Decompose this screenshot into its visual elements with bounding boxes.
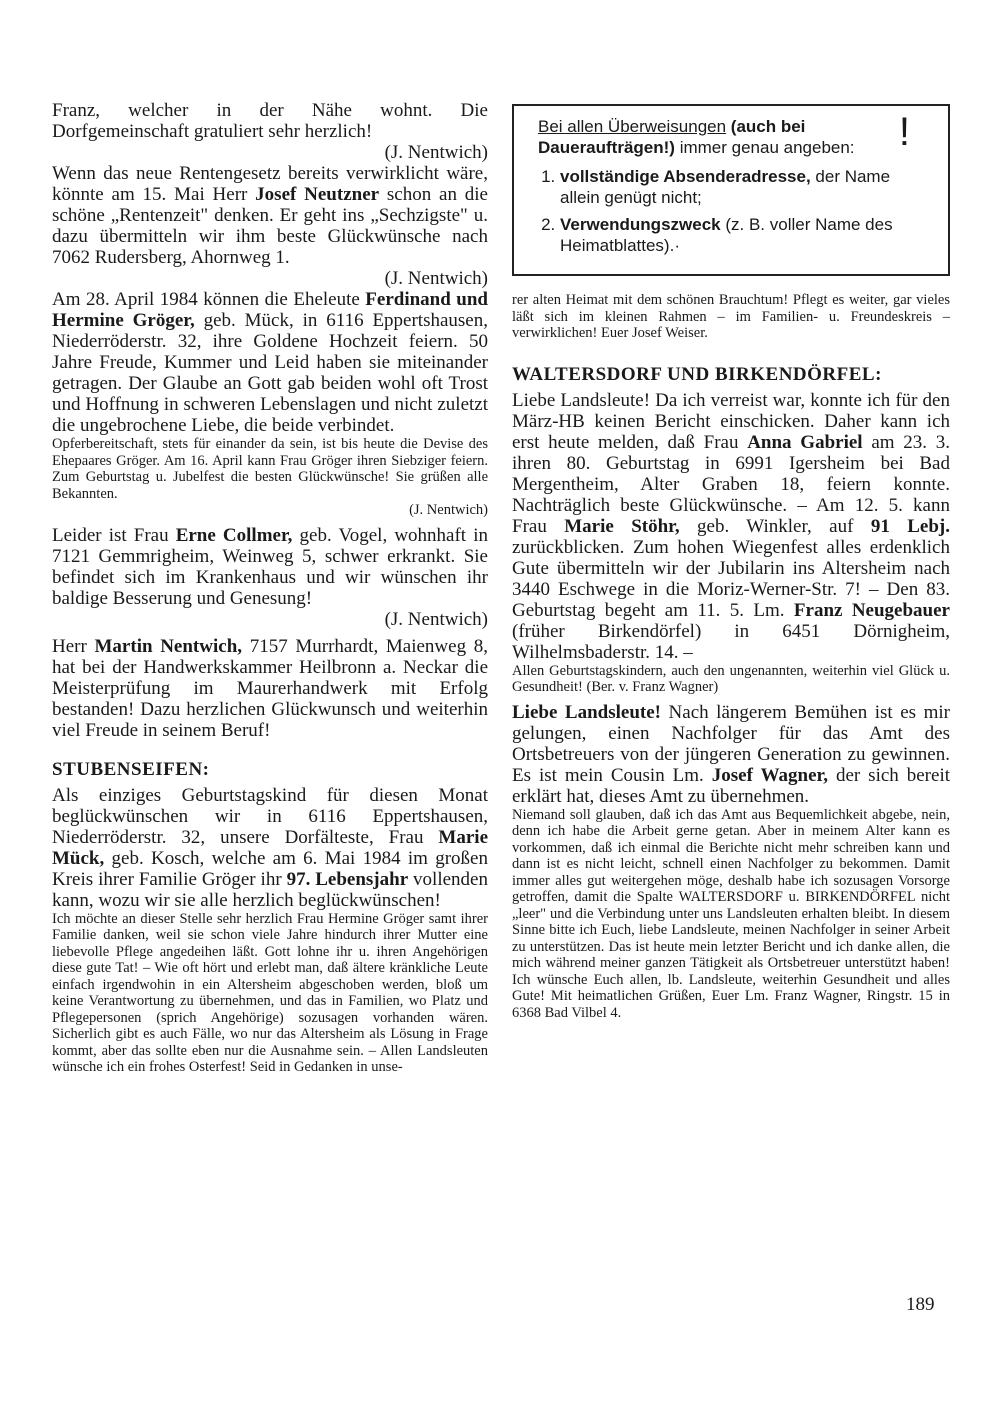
notice-list bbox=[538, 166, 934, 256]
article-nentwich: Herr Martin Nentwich, 7157 Murrhardt, Maienweg 8, hat bei der Handwerkskammer Heilbronn a. Neckar die Meisterprüfung im Maurerhandwerk mit Erfolg bestanden! Dazu herzlichen Glückwunsch und weiterhin viel Freude in seinem Beruf! bbox=[52, 635, 489, 741]
person-name: Marie Stöhr, bbox=[564, 515, 680, 537]
notice-intro: Bei allen Überweisungen (auch bei Daueraufträgen!) immer genau angeben: bbox=[538, 117, 855, 157]
person-name: Anna Gabriel bbox=[747, 431, 863, 453]
article-mueck: Als einziges Geburtstagskind für diesen Monat beglückwünschen wir in 6116 Eppertshausen, Niederröderstr. 32, unsere Dorfälteste, Frau Marie Mück, geb. Kosch, welche am 6. Mai 1984 im großen Kreis ihrer Familie Gröger ihr 97. Lebensjahr vollenden kann, wozu wir sie alle herzlich beglückwünschen! bbox=[52, 784, 488, 911]
person-name: Franz Neugebauer bbox=[793, 599, 950, 621]
notice-item: 2. Verwendungszweck (z. B. voller Name des Heimatblattes).· bbox=[560, 214, 934, 256]
article-waltersdorf-small: Allen Geburtstagskindern, auch den ungenannten, weiterhin viel Glück u. Gesundheit! (Ber. v. Franz Wagner) bbox=[512, 662, 950, 695]
person-name: Ferdinand und Hermine Gröger, bbox=[52, 289, 488, 331]
article-collmer: Leider ist Frau Erne Collmer, geb. Vogel, wohnhaft in 7121 Gemmrigheim, Weinweg 5, schwer erkrankt. Sie befindet sich im Krankenhaus und wir wünschen ihr baldige Besserung und Genesung! (J. Nentwich) bbox=[52, 524, 488, 630]
exclamation-mark: ! bbox=[898, 110, 910, 154]
article-waltersdorf-birthdays: Liebe Landsleute! Da ich verreist war, konnte ich für den März-HB keinen Bericht einschicken. Daher kann ich erst heute melden, daß Frau Anna Gabriel am 23. 3. ihren 80. Geburtstag in 6991 Igersheim bei Bad Mergentheim, Alter Graben 18, feiern konnte. Nachträglich beste Glückwünsche. – Am 12. 5. kann Frau Marie Stöhr, geb. Winkler, auf 91 Lebj. zurückblicken. Zum hohen Wiegenfest alles erdenklich Gute übermitteln wir der Jubilarin ins Altersheim nach 3440 Eschwege in die Moriz-Werner-Str. 7! – Den 83. Geburtstag begeht am 11. 5. Lm. Franz Neugebauer (früher Birkendörfel) in 6451 Dörnigheim, Wilhelmsbaderstr. 14. – bbox=[512, 389, 951, 663]
article-mueck-small: Ich möchte an dieser Stelle sehr herzlich Frau Hermine Gröger samt ihrer Familie danken, weil sie schon viele Jahre hindurch ihrer Mutter eine liebevolle Pflege angedeihen läßt. Gott lohne ihr u. ihren Angehörigen diese gute Tat! – Wie oft hört und erlebt man, daß ältere kränkliche Leute einfach irgendwohin in ein Altersheim abgeschoben werden, bloß um keine Verantwortung zu übernehmen, und das in Familien, wo Platz und Pflegepersonen (sprich Angehörige) sozusagen vorhanden wären. Sicherlich gibt es auch Fälle, wo nur das Altersheim als Lösung in Frage kommt, aber das sollte eben nur die Ausnahme sein. – Allen Landsleuten wünsche ich ein frohes Osterfest! Seid in Gedanken in unse- bbox=[52, 910, 488, 1075]
section-heading-waltersdorf: WALTERSDORF UND BIRKENDÖRFEL: bbox=[512, 363, 882, 385]
person-name: Martin Nentwich, bbox=[94, 635, 243, 657]
person-name: Josef Wagner, bbox=[711, 764, 828, 786]
author-credit: (J. Nentwich) bbox=[384, 268, 488, 289]
article-groeger: Am 28. April 1984 können die Eheleute Ferdinand und Hermine Gröger, geb. Mück, in 6116 Eppertshausen, Niederröderstr. 32, ihre Goldene Hochzeit feiern. 50 Jahre Freude, Kummer und Leid haben sie miteinander getragen. Der Glaube an Gott gab beiden wohl oft Trost und Hoffnung in schweren Lebenslagen und nicht zuletzt die ungebrochene Liebe, die beide verbindet. bbox=[52, 289, 488, 436]
article-groeger-small: Opferbereitschaft, stets für einander da sein, ist bis heute die Devise des Ehepaares Gröger. Am 16. April kann Frau Gröger ihren Siebziger feiern. Zum Geburtstag u. Jubelfest die besten Glückwünsche! Sie grüßen alle Bekannten. (J. Nentwich) bbox=[52, 436, 488, 518]
author-credit: (J. Nentwich) bbox=[384, 142, 488, 163]
age-highlight: 91 Lebj. bbox=[870, 515, 950, 537]
page-number: 189 bbox=[906, 1294, 935, 1315]
article-weiser-end: rer alten Heimat mit dem schönen Brauchtum! Pflegt es weiter, gar vieles läßt sich im kleinen Rahmen – im Familien- u. Freundeskreis – verwirklichen! Euer Josef Weiser. bbox=[512, 292, 950, 341]
right-column bbox=[512, 104, 950, 1021]
article-successor: Liebe Landsleute! Nach längerem Bemühen ist es mir gelungen, einen Nachfolger für das Amt des Ortsbetreuers von der jüngeren Generation zu gewinnen. Es ist mein Cousin Lm. Josef Wagner, der sich bereit erklärt hat, dieses Amt zu übernehmen. bbox=[512, 701, 950, 807]
article-neutzner: Wenn das neue Rentengesetz bereits verwirklicht wäre, könnte am 15. Mai Herr Josef Neutzner schon an die schöne „Rentenzeit" denken. Er geht ins „Sechzigste" u. dazu übermitteln wir ihm beste Glückwünsche nach 7062 Rudersberg, Ahornweg 1. (J. Nentwich) bbox=[52, 163, 488, 289]
left-column bbox=[52, 100, 488, 1076]
person-name: Josef Neutzner bbox=[255, 184, 380, 205]
notice-item: 1. vollständige Absenderadresse, der Name allein genügt nicht; bbox=[560, 166, 934, 208]
article-franz: Franz, welcher in der Nähe wohnt. Die Dorfgemeinschaft gratuliert sehr herzlich! (J. Nentwich) bbox=[52, 100, 488, 163]
person-name: Erne Collmer, bbox=[175, 524, 293, 546]
payment-notice-box bbox=[512, 104, 950, 276]
section-heading-stubenseifen: STUBENSEIFEN: bbox=[52, 758, 210, 780]
person-name: Marie Mück, bbox=[52, 826, 488, 869]
article-successor-small: Niemand soll glauben, daß ich das Amt aus Bequemlichkeit abgebe, nein, denn ich habe die Arbeit gerne getan. Aber in meinem Alter kann es vorkommen, daß ich einmal die Berichte nicht mehr schreiben kann und dann ist es nicht leicht, schnell einen Nachfolger zu bekommen. Damit immer alles gut weitergehen möge, deshalb habe ich sozusagen Vorsorge getroffen, damit die Spalte WALTERSDORF u. BIRKENDÖRFEL nicht „leer" und die Verbindung unter uns Landsleuten erhalten bleibt. In diesem Sinne bitte ich Euch, liebe Landsleute, meinen Nachfolger in seiner Arbeit zu unterstützen. Das ist heute mein letzter Bericht und ich danke allen, die mich während meiner ganzen Tätigkeit als Ortsbetreuer unterstützt haben! Ich wünsche Euch allen, lb. Landsleute, weiterhin Gesundheit und alles Gute! Mit heimatlichen Grüßen, Euer Lm. Franz Wagner, Ringstr. 15 in 6368 Bad Vilbel 4. bbox=[512, 806, 950, 1021]
author-credit: (J. Nentwich) bbox=[409, 502, 488, 518]
age-highlight: 97. Lebensjahr bbox=[286, 868, 409, 890]
author-credit: (J. Nentwich) bbox=[384, 608, 488, 630]
